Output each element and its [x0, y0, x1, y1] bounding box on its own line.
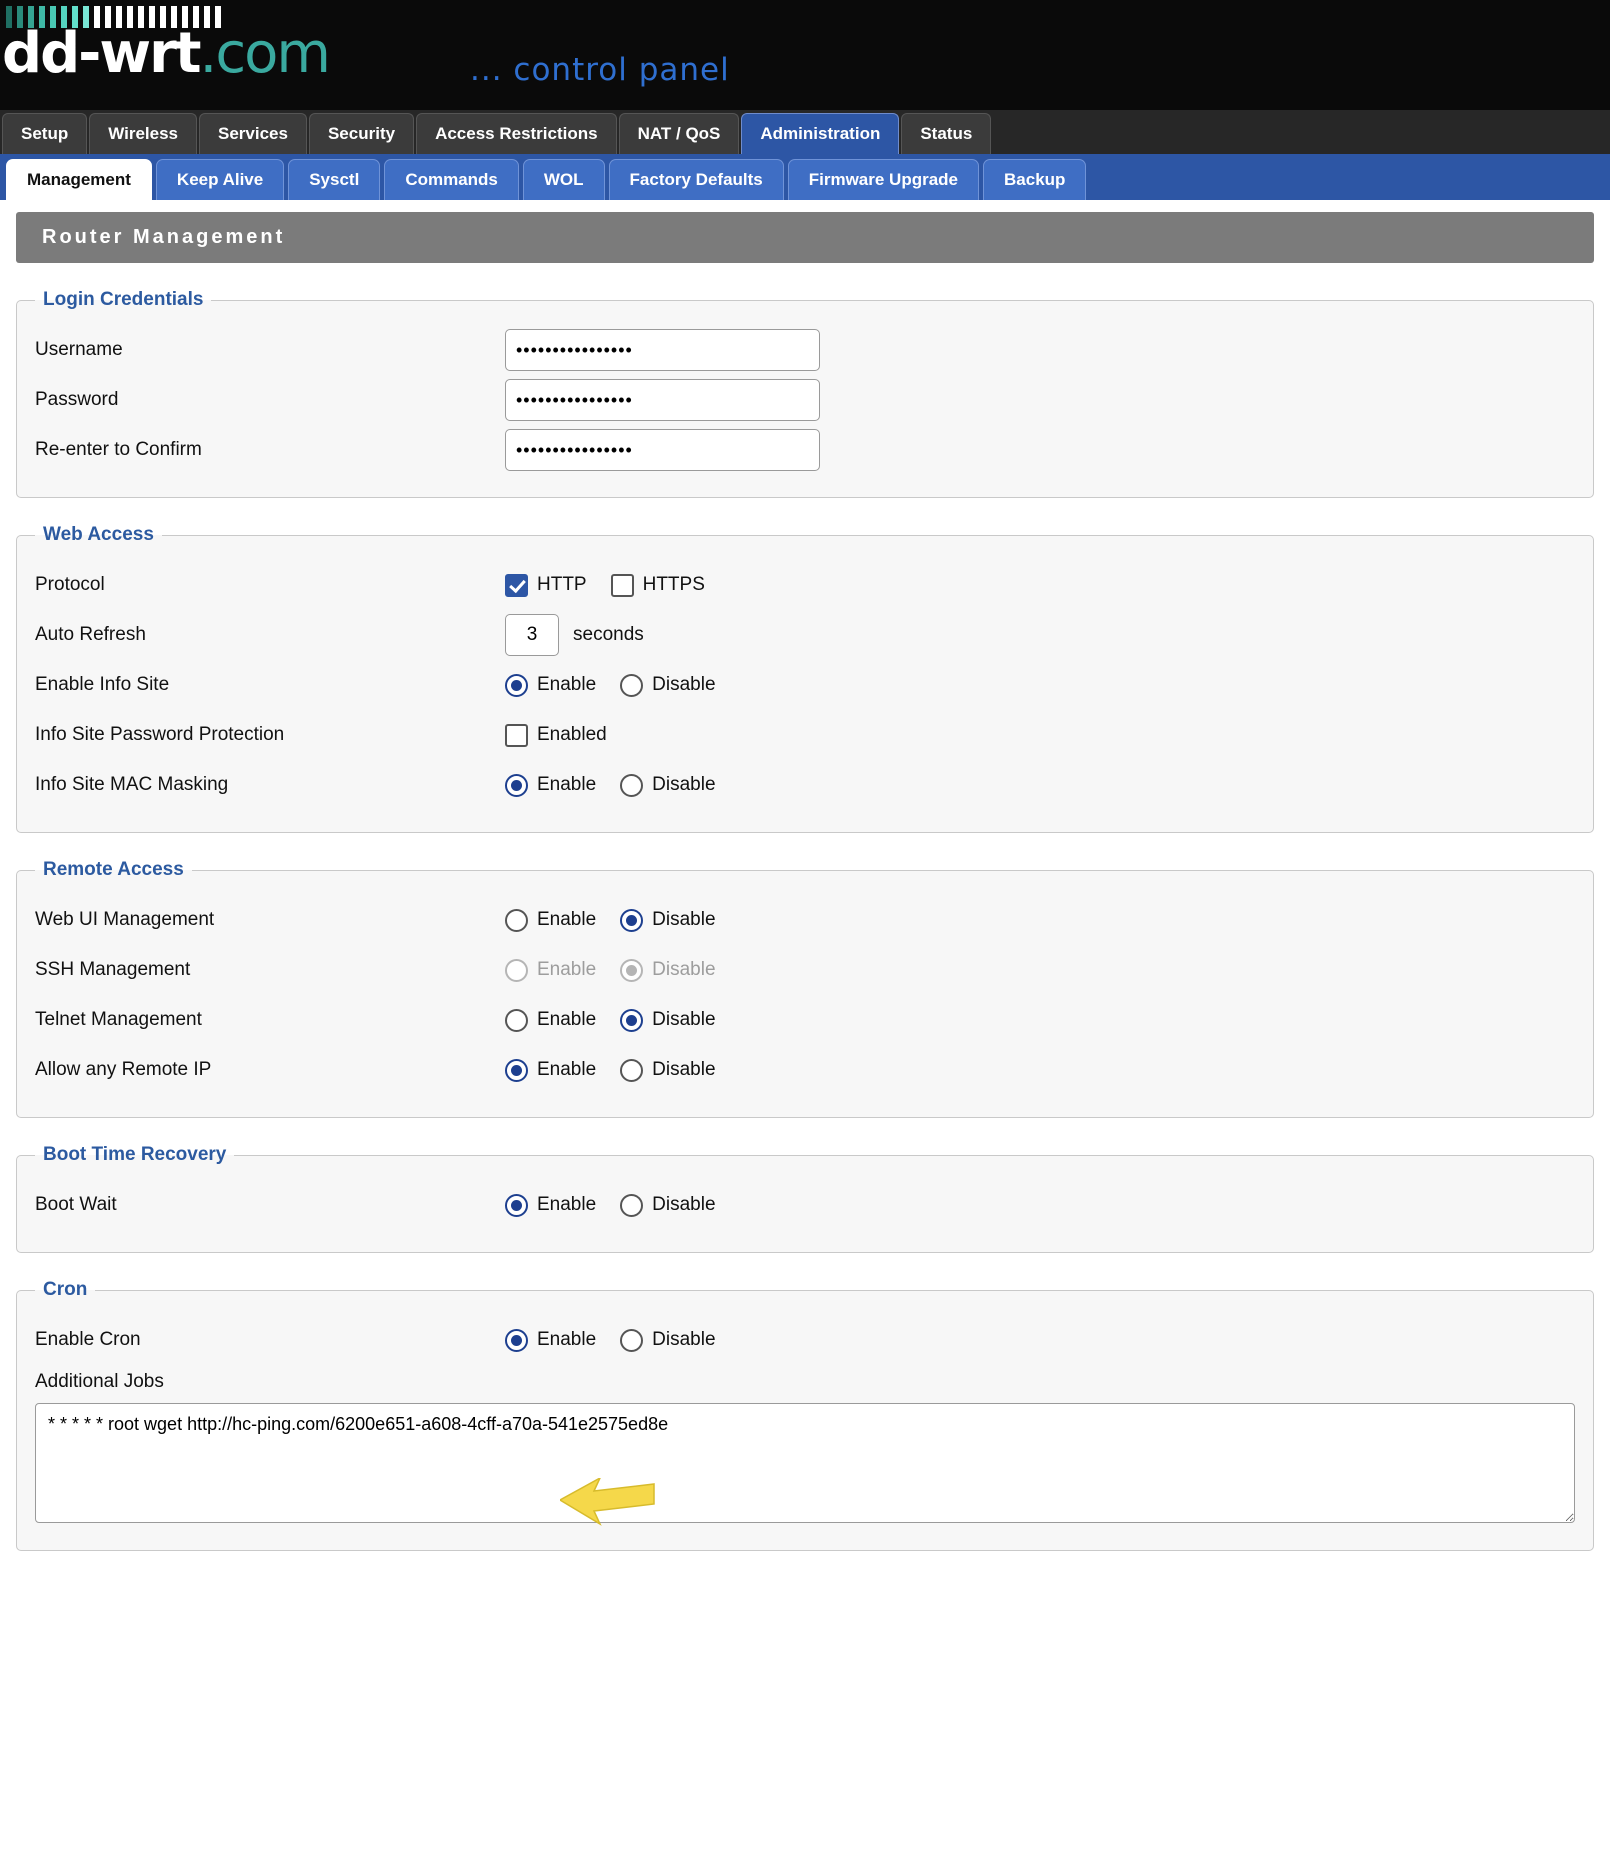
allow-any-remote-ip-enable-radio[interactable] [505, 1059, 528, 1082]
protocol-http-label[interactable]: HTTP [537, 574, 587, 595]
sub-tab-commands[interactable]: Commands [384, 159, 519, 200]
enable-info-site-enable-radio[interactable] [505, 674, 528, 697]
sub-tab-bar [0, 154, 1610, 200]
row-enable-cron [35, 1315, 1575, 1365]
allow-any-remote-ip-disable-label[interactable]: Disable [652, 1059, 716, 1080]
enable-cron-label: Enable Cron [35, 1329, 141, 1350]
row-enable-info-site [35, 660, 1575, 710]
auto-refresh-input[interactable] [505, 614, 559, 656]
sub-tab-factory-defaults[interactable]: Factory Defaults [609, 159, 784, 200]
additional-jobs-label: Additional Jobs [35, 1371, 164, 1392]
info-site-mac-masking-disable-label[interactable]: Disable [652, 774, 716, 795]
additional-jobs-textarea[interactable] [35, 1403, 1575, 1523]
protocol-https-checkbox[interactable] [611, 574, 634, 597]
telnet-management-enable-option[interactable] [505, 1009, 596, 1032]
sub-tab-management[interactable]: Management [6, 159, 152, 200]
boot-wait-enable-option[interactable] [505, 1194, 596, 1217]
enable-info-site-disable-label[interactable]: Disable [652, 674, 716, 695]
remote-access-legend: Remote Access [43, 859, 184, 880]
protocol-label: Protocol [35, 574, 105, 595]
allow-any-remote-ip-label: Allow any Remote IP [35, 1059, 212, 1080]
confirm-password-label: Re-enter to Confirm [35, 439, 202, 460]
protocol-http-checkbox[interactable] [505, 574, 528, 597]
auto-refresh-label: Auto Refresh [35, 624, 146, 645]
enable-cron-disable-label[interactable]: Disable [652, 1329, 716, 1350]
page-content [0, 200, 1610, 1551]
main-tab-setup[interactable]: Setup [2, 113, 87, 154]
confirm-password-input[interactable] [505, 429, 820, 471]
row-auto-refresh [35, 610, 1575, 660]
ssh-management-label: SSH Management [35, 959, 191, 980]
logo-main-text: dd-wrt [2, 21, 200, 86]
info-site-password-protection-label: Info Site Password Protection [35, 724, 285, 745]
telnet-management-disable-radio[interactable] [620, 1009, 643, 1032]
row-confirm-password [35, 425, 1575, 475]
section-web-access [16, 524, 1594, 833]
row-password [35, 375, 1575, 425]
enable-cron-enable-option[interactable] [505, 1329, 596, 1352]
page-title: Router Management [16, 212, 1594, 263]
login-credentials-legend: Login Credentials [43, 289, 204, 310]
enable-info-site-label: Enable Info Site [35, 674, 170, 695]
info-site-mac-masking-disable-radio[interactable] [620, 774, 643, 797]
web-ui-management-enable-option[interactable] [505, 909, 596, 932]
logo-suffix-text: .com [199, 21, 329, 86]
allow-any-remote-ip-enable-option[interactable] [505, 1059, 596, 1082]
row-telnet-management [35, 995, 1575, 1045]
main-tab-security[interactable]: Security [309, 113, 414, 154]
enable-info-site-disable-radio[interactable] [620, 674, 643, 697]
username-label: Username [35, 339, 123, 360]
sub-tab-sysctl[interactable]: Sysctl [288, 159, 380, 200]
row-web-ui-management [35, 895, 1575, 945]
web-ui-management-disable-label[interactable]: Disable [652, 909, 716, 930]
enable-cron-disable-radio[interactable] [620, 1329, 643, 1352]
info-site-mac-masking-enable-radio[interactable] [505, 774, 528, 797]
telnet-management-enable-radio[interactable] [505, 1009, 528, 1032]
password-label: Password [35, 389, 119, 410]
main-tab-administration[interactable]: Administration [741, 113, 899, 154]
telnet-management-disable-option[interactable] [620, 1009, 715, 1032]
row-boot-wait [35, 1180, 1575, 1230]
sub-tab-backup[interactable]: Backup [983, 159, 1086, 200]
web-ui-management-enable-label[interactable]: Enable [537, 909, 597, 930]
main-tab-access-restrictions[interactable]: Access Restrictions [416, 113, 617, 154]
row-info-site-mac-masking [35, 760, 1575, 810]
sub-tab-keep-alive[interactable]: Keep Alive [156, 159, 284, 200]
sub-tab-firmware-upgrade[interactable]: Firmware Upgrade [788, 159, 979, 200]
row-protocol [35, 560, 1575, 610]
info-site-mac-masking-enable-label[interactable]: Enable [537, 774, 597, 795]
cron-legend: Cron [43, 1279, 88, 1300]
enable-info-site-enable-label[interactable]: Enable [537, 674, 597, 695]
section-cron [16, 1279, 1594, 1551]
section-boot-time-recovery [16, 1144, 1594, 1253]
boot-wait-disable-option[interactable] [620, 1194, 715, 1217]
web-ui-management-enable-radio[interactable] [505, 909, 528, 932]
boot-wait-disable-label[interactable]: Disable [652, 1194, 716, 1215]
site-header [0, 0, 1610, 110]
sub-tab-wol[interactable]: WOL [523, 159, 605, 200]
telnet-management-label: Telnet Management [35, 1009, 202, 1030]
main-tab-status[interactable]: Status [901, 113, 991, 154]
row-info-site-password-protection [35, 710, 1575, 760]
ssh-management-disable-option[interactable] [620, 959, 715, 982]
info-site-password-protection-checkbox[interactable] [505, 724, 528, 747]
username-input[interactable] [505, 329, 820, 371]
boot-wait-label: Boot Wait [35, 1194, 117, 1215]
web-ui-management-disable-option[interactable] [620, 909, 715, 932]
info-site-mac-masking-enable-option[interactable] [505, 774, 596, 797]
row-allow-any-remote-ip [35, 1045, 1575, 1095]
info-site-mac-masking-label: Info Site MAC Masking [35, 774, 229, 795]
info-site-password-protection-option-label[interactable]: Enabled [537, 724, 607, 745]
ssh-management-enable-option[interactable] [505, 959, 596, 982]
protocol-https-label[interactable]: HTTPS [642, 574, 705, 595]
boot-time-recovery-legend: Boot Time Recovery [43, 1144, 227, 1165]
main-tab-wireless[interactable]: Wireless [89, 113, 197, 154]
allow-any-remote-ip-enable-label[interactable]: Enable [537, 1059, 597, 1080]
info-site-password-protection-option[interactable] [505, 724, 607, 747]
allow-any-remote-ip-disable-option[interactable] [620, 1059, 715, 1082]
password-input[interactable] [505, 379, 820, 421]
protocol-https-option[interactable] [611, 574, 705, 597]
control-panel-tagline: ... control panel [470, 52, 730, 88]
row-ssh-management [35, 945, 1575, 995]
section-login-credentials [16, 289, 1594, 498]
ssh-management-enable-radio[interactable] [505, 959, 528, 982]
web-access-legend: Web Access [43, 524, 154, 545]
enable-info-site-enable-option[interactable] [505, 674, 596, 697]
web-ui-management-label: Web UI Management [35, 909, 215, 930]
telnet-management-disable-label[interactable]: Disable [652, 1009, 716, 1030]
telnet-management-enable-label[interactable]: Enable [537, 1009, 597, 1030]
enable-cron-enable-radio[interactable] [505, 1329, 528, 1352]
boot-wait-disable-radio[interactable] [620, 1194, 643, 1217]
auto-refresh-unit: seconds [573, 624, 644, 645]
enable-cron-disable-option[interactable] [620, 1329, 715, 1352]
enable-info-site-disable-option[interactable] [620, 674, 715, 697]
row-username [35, 325, 1575, 375]
web-ui-management-disable-radio[interactable] [620, 909, 643, 932]
boot-wait-enable-radio[interactable] [505, 1194, 528, 1217]
info-site-mac-masking-disable-option[interactable] [620, 774, 715, 797]
ssh-management-disable-radio[interactable] [620, 959, 643, 982]
main-tab-bar [0, 110, 1610, 154]
ssh-management-enable-label[interactable]: Enable [537, 959, 597, 980]
ssh-management-disable-label[interactable]: Disable [652, 959, 716, 980]
dd-wrt-logo [2, 21, 329, 86]
section-remote-access [16, 859, 1594, 1118]
enable-cron-enable-label[interactable]: Enable [537, 1329, 597, 1350]
boot-wait-enable-label[interactable]: Enable [537, 1194, 597, 1215]
protocol-http-option[interactable] [505, 574, 587, 597]
allow-any-remote-ip-disable-radio[interactable] [620, 1059, 643, 1082]
main-tab-services[interactable]: Services [199, 113, 307, 154]
main-tab-nat-qos[interactable]: NAT / QoS [619, 113, 740, 154]
